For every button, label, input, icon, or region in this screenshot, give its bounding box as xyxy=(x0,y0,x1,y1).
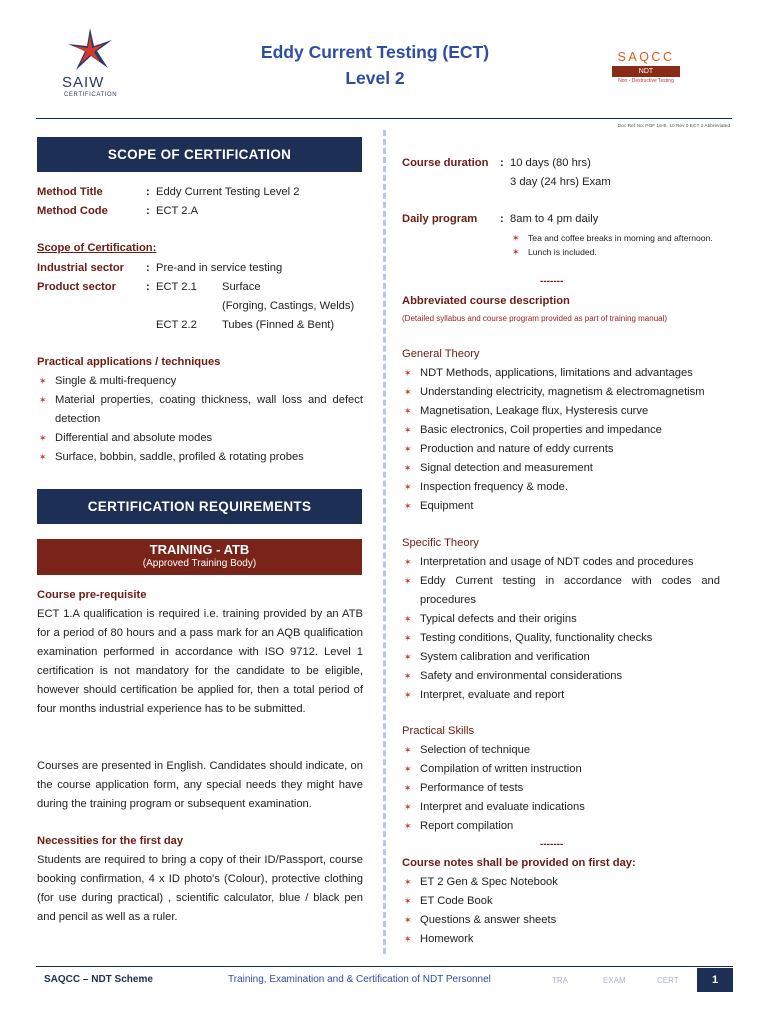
bullet-star-icon: ✶ xyxy=(404,783,412,793)
product-value-1: Surface xyxy=(222,281,261,293)
bullet-star-icon: ✶ xyxy=(512,247,520,257)
specific-theory-list xyxy=(402,553,720,705)
training-title: TRAINING - ATB xyxy=(149,542,250,557)
bullet-star-icon: ✶ xyxy=(404,425,412,435)
bullet-star-icon: ✶ xyxy=(39,395,47,405)
footer-cert: CERT xyxy=(657,976,679,985)
exam-duration-value: 3 day (24 hrs) Exam xyxy=(510,176,611,188)
saqcc-logo xyxy=(612,50,680,96)
bullet-star-icon: ✶ xyxy=(39,452,47,462)
bullet-star-icon: ✶ xyxy=(404,690,412,700)
bullet-star-icon: ✶ xyxy=(404,557,412,567)
colon: : xyxy=(500,213,504,225)
bullet-star-icon: ✶ xyxy=(404,576,412,586)
list-item: ✶ Inspection frequency & mode. xyxy=(402,478,720,497)
header-rule xyxy=(36,118,732,119)
list-item: ✶ Lunch is included. xyxy=(512,247,597,257)
document-level: Level 2 xyxy=(345,68,405,88)
bullet-star-icon: ✶ xyxy=(404,821,412,831)
list-item: ✶ Questions & answer sheets xyxy=(402,911,720,930)
separator: ------- xyxy=(540,839,564,850)
bullet-star-icon: ✶ xyxy=(39,433,47,443)
footer-scheme: SAQCC – NDT Scheme xyxy=(44,974,153,985)
list-item: ✶ Magnetisation, Leakage flux, Hysteresis curve xyxy=(402,402,720,421)
doc-reference: Doc Ref No: POF 16-B. 10 Rev 0 ECT 2 Abbreviated xyxy=(617,124,730,129)
colon: : xyxy=(500,157,504,169)
page-header xyxy=(0,0,768,120)
list-item: ✶ Report compilation xyxy=(402,817,720,836)
list-item: ✶ Interpret and evaluate indications xyxy=(402,798,720,817)
list-item: ✶ Homework xyxy=(402,930,720,949)
industrial-sector-value: Pre-and in service testing xyxy=(156,262,283,274)
footer-rule xyxy=(36,966,733,967)
list-item: ✶ ET Code Book xyxy=(402,892,720,911)
product-sector-label: Product sector xyxy=(37,281,116,293)
list-item: ✶ Testing conditions, Quality, functionality checks xyxy=(402,629,720,648)
bullet-star-icon: ✶ xyxy=(512,233,520,243)
bullet-star-icon: ✶ xyxy=(404,934,412,944)
practical-list xyxy=(37,372,363,467)
saqcc-logo-text: SAQCC xyxy=(617,50,675,64)
practical-skills-list xyxy=(402,741,720,836)
abbreviated-heading: Abbreviated course description xyxy=(402,295,570,307)
general-theory-heading: General Theory xyxy=(402,348,480,360)
list-item: ✶ Eddy Current testing in accordance with codes and procedures xyxy=(402,572,720,610)
saiw-logo-text: SAIW xyxy=(62,74,105,91)
document-title: Eddy Current Testing (ECT) xyxy=(260,42,490,62)
footer-description: Training, Examination and & Certification of NDT Personnel xyxy=(228,974,491,985)
page-footer xyxy=(0,968,768,992)
bullet-star-icon: ✶ xyxy=(404,406,412,416)
separator: ------- xyxy=(540,276,564,287)
list-item: ✶ Selection of technique xyxy=(402,741,720,760)
abbreviated-note: (Detailed syllabus and course program provided as part of training manual) xyxy=(402,314,668,323)
training-atb-banner xyxy=(37,539,362,575)
practical-skills-heading: Practical Skills xyxy=(402,725,475,737)
bullet-star-icon: ✶ xyxy=(404,896,412,906)
product-code-2: ECT 2.2 xyxy=(156,319,197,331)
course-duration-value: 10 days (80 hrs) xyxy=(510,157,591,169)
page-number: 1 xyxy=(697,968,733,992)
course-notes-heading: Course notes shall be provided on first day: xyxy=(402,857,636,869)
training-subtitle: (Approved Training Body) xyxy=(142,558,257,569)
list-item: ✶ ET 2 Gen & Spec Notebook xyxy=(402,873,720,892)
bullet-star-icon: ✶ xyxy=(404,915,412,925)
scope-heading: SCOPE OF CERTIFICATION xyxy=(37,137,362,172)
list-item: ✶ Tea and coffee breaks in morning and afternoon. xyxy=(512,233,713,243)
list-item: ✶ Understanding electricity, magnetism & electromagnetism xyxy=(402,383,720,402)
daily-program-value: 8am to 4 pm daily xyxy=(510,213,599,225)
language-text: Courses are presented in English. Candidates should indicate, on the course application form, any special needs they might have during the training program or subsequent examination. xyxy=(37,760,363,810)
colon: : xyxy=(146,262,150,274)
certification-requirements-heading: CERTIFICATION REQUIREMENTS xyxy=(37,489,362,524)
column-divider xyxy=(383,130,386,954)
list-item: ✶ Differential and absolute modes xyxy=(37,429,363,448)
footer-tra: TRA xyxy=(552,976,568,985)
bullet-star-icon: ✶ xyxy=(404,802,412,812)
colon: : xyxy=(146,205,150,217)
scope-label: Scope of Certification: xyxy=(37,242,157,254)
bullet-star-icon: ✶ xyxy=(404,482,412,492)
bullet-star-icon: ✶ xyxy=(404,463,412,473)
list-item: ✶ Material properties, coating thickness, wall loss and defect detection xyxy=(37,391,363,429)
bullet-star-icon: ✶ xyxy=(404,671,412,681)
bullet-star-icon: ✶ xyxy=(404,614,412,624)
practical-heading: Practical applications / techniques xyxy=(37,356,221,368)
list-item: ✶ NDT Methods, applications, limitations and advantages xyxy=(402,364,720,383)
saqcc-logo-subtext: Non - Destructive Testing xyxy=(618,78,674,84)
list-item: ✶ Single & multi-frequency xyxy=(37,372,363,391)
bullet-star-icon: ✶ xyxy=(404,444,412,454)
course-duration-label: Course duration xyxy=(402,157,489,169)
daily-program-label: Daily program xyxy=(402,213,478,225)
bullet-star-icon: ✶ xyxy=(404,368,412,378)
bullet-star-icon: ✶ xyxy=(404,652,412,662)
saqcc-logo-band: NDT xyxy=(612,66,680,77)
star-logo-icon xyxy=(60,26,122,74)
list-item: ✶ Safety and environmental considerations xyxy=(402,667,720,686)
list-item: ✶ Production and nature of eddy currents xyxy=(402,440,720,459)
bullet-star-icon: ✶ xyxy=(404,877,412,887)
necessities-heading: Necessities for the first day xyxy=(37,835,184,847)
saiw-logo xyxy=(60,26,124,100)
colon: : xyxy=(146,281,150,293)
bullet-star-icon: ✶ xyxy=(39,376,47,386)
industrial-sector-label: Industrial sector xyxy=(37,262,125,274)
saiw-logo-subtext: CERTIFICATION xyxy=(64,92,118,98)
bullet-star-icon: ✶ xyxy=(404,501,412,511)
bullet-star-icon: ✶ xyxy=(404,633,412,643)
general-theory-list xyxy=(402,364,720,516)
method-title-label: Method Title xyxy=(37,186,103,198)
colon: : xyxy=(146,186,150,198)
bullet-star-icon: ✶ xyxy=(404,745,412,755)
bullet-star-icon: ✶ xyxy=(404,387,412,397)
method-code-value: ECT 2.A xyxy=(156,205,199,217)
list-item: ✶ System calibration and verification xyxy=(402,648,720,667)
list-item: ✶ Interpretation and usage of NDT codes and procedures xyxy=(402,553,720,572)
method-title-value: Eddy Current Testing Level 2 xyxy=(156,186,300,198)
list-item: ✶ Equipment xyxy=(402,497,720,516)
bullet-star-icon: ✶ xyxy=(404,764,412,774)
product-value-1-detail: (Forging, Castings, Welds) xyxy=(222,300,355,312)
course-notes-list xyxy=(402,873,720,949)
method-code-label: Method Code xyxy=(37,205,108,217)
necessities-text: Students are required to bring a copy of their ID/Passport, course booking confirmation, 4 x ID photo's (Colour), protective clothing (for use during practical) , scientific calculator, blue / black pen and pencil as well as a ruler. xyxy=(37,854,363,923)
list-item: ✶ Basic electronics, Coil properties and impedance xyxy=(402,421,720,440)
specific-theory-heading: Specific Theory xyxy=(402,537,479,549)
list-item: ✶ Typical defects and their origins xyxy=(402,610,720,629)
list-item: ✶ Compilation of written instruction xyxy=(402,760,720,779)
prerequisite-heading: Course pre-requisite xyxy=(37,589,147,601)
daily-list xyxy=(510,231,718,259)
list-item: ✶ Interpret, evaluate and report xyxy=(402,686,720,705)
list-item: ✶ Performance of tests xyxy=(402,779,720,798)
list-item: ✶ Surface, bobbin, saddle, profiled & rotating probes xyxy=(37,448,363,467)
prerequisite-text: ECT 1.A qualification is required i.e. training provided by an ATB for a period of 80 hours and a pass mark for an AQB qualification examination performed in accordance with ISO 9712. Level 1 certification is not mandatory for the candidate to be eligible, however should certification be applied for, then a total period of four months industrial experience has to be submitted. xyxy=(37,608,363,715)
footer-exam: EXAM xyxy=(603,976,626,985)
product-code-1: ECT 2.1 xyxy=(156,281,197,293)
list-item: ✶ Signal detection and measurement xyxy=(402,459,720,478)
product-value-2: Tubes (Finned & Bent) xyxy=(222,319,335,331)
